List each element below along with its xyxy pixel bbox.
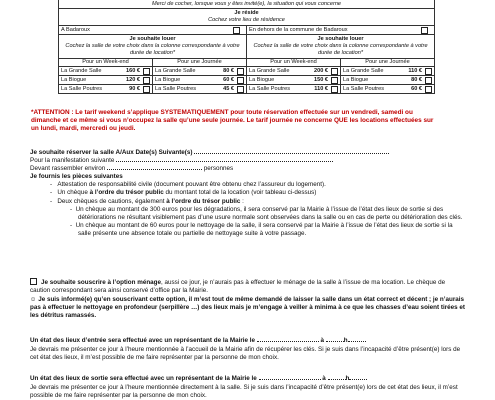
price-cell[interactable]: La Biogue 60 € — [153, 76, 247, 85]
doc-item-2: - Un chèque à l’ordre du trésor public du montant total de la location (voir tableau ci-dessus) — [50, 189, 317, 197]
checkbox[interactable] — [237, 77, 244, 84]
col-outside-weekend: Pour un Week-end — [247, 59, 341, 67]
exit-inspection: Un état des lieux de sortie sera effectué avec un représentant de la Mairie le à h Je devrais me présenter ce jour à l’heure mentionnée directement à la salle. Si je suis dans l’incapacité d’être présent(e) lors de cet état des lieux, il m’est possible de me faire représenter par la personne de mon choix. — [30, 375, 467, 400]
people-field[interactable] — [107, 169, 202, 170]
residence-subtitle: Cochez votre lieu de résidence — [208, 17, 285, 23]
price-cell[interactable]: La Grande Salle 160 € — [59, 67, 153, 76]
checkbox[interactable] — [425, 77, 432, 84]
entry-date-field[interactable] — [257, 341, 319, 342]
event-field[interactable] — [116, 161, 333, 162]
entry-minute-field[interactable] — [348, 341, 366, 342]
checkbox[interactable] — [425, 68, 432, 75]
attention-notice: *ATTENTION : Le tarif weekend s’applique SYSTEMATIQUEMENT pour toute réservation effectuée sur un vendredi, samedi ou dimanche et ce même si vous n’occupez la salle qu’une seule journée. Le tarif journée ne concerne QUE les locations effectuées sur un lundi, mardi, mercredi ou jeudi. — [31, 109, 434, 132]
col-outside-day: Pour une Journée — [341, 59, 435, 67]
price-cell[interactable]: La Grande Salle 110 € — [341, 67, 435, 76]
price-cell[interactable]: La Salle Poutres 110 € — [247, 85, 341, 94]
cleaning-option-checkbox[interactable] — [30, 278, 37, 285]
event-label: Pour la manifestation suivante — [30, 157, 115, 165]
checkbox[interactable] — [143, 77, 150, 84]
col-local-weekend: Pour un Week-end — [59, 59, 153, 67]
price-cell[interactable]: La Salle Poutres 60 € — [341, 85, 435, 94]
people-unit: personnes — [203, 165, 234, 173]
price-cell[interactable]: La Biogue 80 € — [341, 76, 435, 85]
entry-inspection-text: Je devrais me présenter ce jour à l’heure mentionnée à l’accueil de la Mairie afin de récupérer les clés. Si je suis dans l’incapacité d’être présent(e) lors de cet état des lieux, il m’est possible de me faire représenter par la personne de mon choix. — [30, 346, 461, 362]
cleaning-option: Je souhaite souscrire à l’option ménage, aussi ce jour, je n’aurais pas à effectuer le ménage de la salle à l’issue de ma location. Le chèque de caution correspondant sera ainsi conservé d’office par la Mairie. ☺ Je suis informé(e) qu’en souscrivant cette option, il m’est tout de même demandé de laisser la salle dans un état correct et décent ; je n’aurais pas à effectuer le nettoyage en profondeur (serpillère …) des lieux mais je m’engage à veiller à minima à ce que les chasses d’eau soient tirées et les détritus ramassés. — [30, 279, 466, 320]
doc-item-3a: - Un chèque au montant de 300 euros pour les dégradations, il sera conservé par la Mairie à l’issue de l’état des lieux de sortie si des détériorations ne résultant visiblement pas d’une usure normale sont observées dans la salle ou en cas de perte ou détérioration des clés. — [70, 205, 463, 221]
checkbox[interactable] — [143, 86, 150, 93]
exit-date-field[interactable] — [259, 379, 321, 380]
price-cell[interactable]: La Biogue 120 € — [59, 76, 153, 85]
rental-title-outside: Je souhaite louer — [317, 36, 364, 42]
checkbox[interactable] — [143, 68, 150, 75]
doc-item-3b: - Un chèque au montant de 60 euros pour le nettoyage de la salle, il sera conservé par la Mairie à l’issue de l’état des lieux de sortie si la salle présente une absence totale ou partielle de nettoyage suite à votre passage. — [70, 221, 453, 237]
exit-hour-field[interactable] — [328, 379, 346, 380]
doc-item-3: - Deux chèques de cautions, également à l’ordre du trésor public : — [50, 197, 244, 205]
exit-minute-field[interactable] — [349, 379, 367, 380]
rental-subtitle-local: Cochez la salle de votre choix dans la colonne correspondante à votre durée de location* — [65, 43, 240, 56]
checkbox[interactable] — [237, 86, 244, 93]
checkbox[interactable] — [331, 77, 338, 84]
checkbox[interactable] — [237, 68, 244, 75]
dates-label: Je souhaite réserver la salle A/Aux Date(s) Suivante(s) — [30, 149, 193, 156]
pricing-table — [58, 0, 435, 94]
price-cell[interactable]: La Grande Salle 200 € — [247, 67, 341, 76]
price-cell[interactable]: La Salle Poutres 45 € — [153, 85, 247, 94]
reservation-fields — [30, 149, 467, 238]
smile-icon: ☺ — [30, 296, 37, 304]
checkbox[interactable] — [425, 86, 432, 93]
price-cell[interactable]: La Grande Salle 80 € — [153, 67, 247, 76]
residence-title: Je réside — [234, 10, 259, 16]
entry-inspection: Un état des lieux d’entrée sera effectué avec un représentant de la Mairie le à h Je devrais me présenter ce jour à l’heure mentionnée à l’accueil de la Mairie afin de récupérer les clés. Si je suis dans l’incapacité d’être présent(e) lors de cet état des lieux, il m’est possible de me faire représenter par la personne de mon choix. — [30, 337, 467, 362]
people-label: Devant rassembler environ — [30, 165, 106, 173]
documents-title: Je fournis les pièces suivantes — [30, 173, 123, 181]
checkbox[interactable] — [331, 68, 338, 75]
residence-option-local[interactable]: A Badaroux — [59, 26, 247, 35]
rental-subtitle-outside: Cochez la salle de votre choix dans la colonne correspondante à votre durée de location* — [253, 43, 428, 56]
residence-option-outside[interactable]: En dehors de la commune de Badaroux — [247, 26, 435, 35]
price-cell[interactable]: La Salle Poutres 90 € — [59, 85, 153, 94]
checkbox-outside[interactable] — [421, 27, 428, 34]
price-cell[interactable]: La Biogue 150 € — [247, 76, 341, 85]
option-commitment: Je suis informé(e) qu’en souscrivant cette option, il m’est tout de même demandé de laisser la salle dans un état correct et décent ; je n’aurais pas à effectuer le nettoyage en profondeur (serpillère …) des lieux mais je m’engage à veiller à minima à ce que les chasses d’eau soient tirées et les détritus ramassés. — [30, 296, 466, 320]
exit-inspection-text: Je devrais me présenter ce jour à l’heure mentionnée directement à la salle. Si je suis dans l’incapacité d’être présent(e) lors de cet état des lieux, il m’est possible de me faire représenter par la personne de mon choix. — [30, 384, 458, 400]
doc-item-1: - Attestation de responsabilité civile (document pouvant être obtenu chez l’assureur du logement). — [50, 181, 326, 189]
col-local-day: Pour une Journée — [153, 59, 247, 67]
dates-field[interactable] — [194, 153, 389, 154]
checkbox-local[interactable] — [233, 27, 240, 34]
rental-title-local: Je souhaite louer — [129, 36, 176, 42]
checkbox[interactable] — [331, 86, 338, 93]
header-note: Merci de cocher, lorsque vous y êtes invité(e), la situation qui vous concerne — [59, 0, 435, 9]
entry-hour-field[interactable] — [326, 341, 344, 342]
